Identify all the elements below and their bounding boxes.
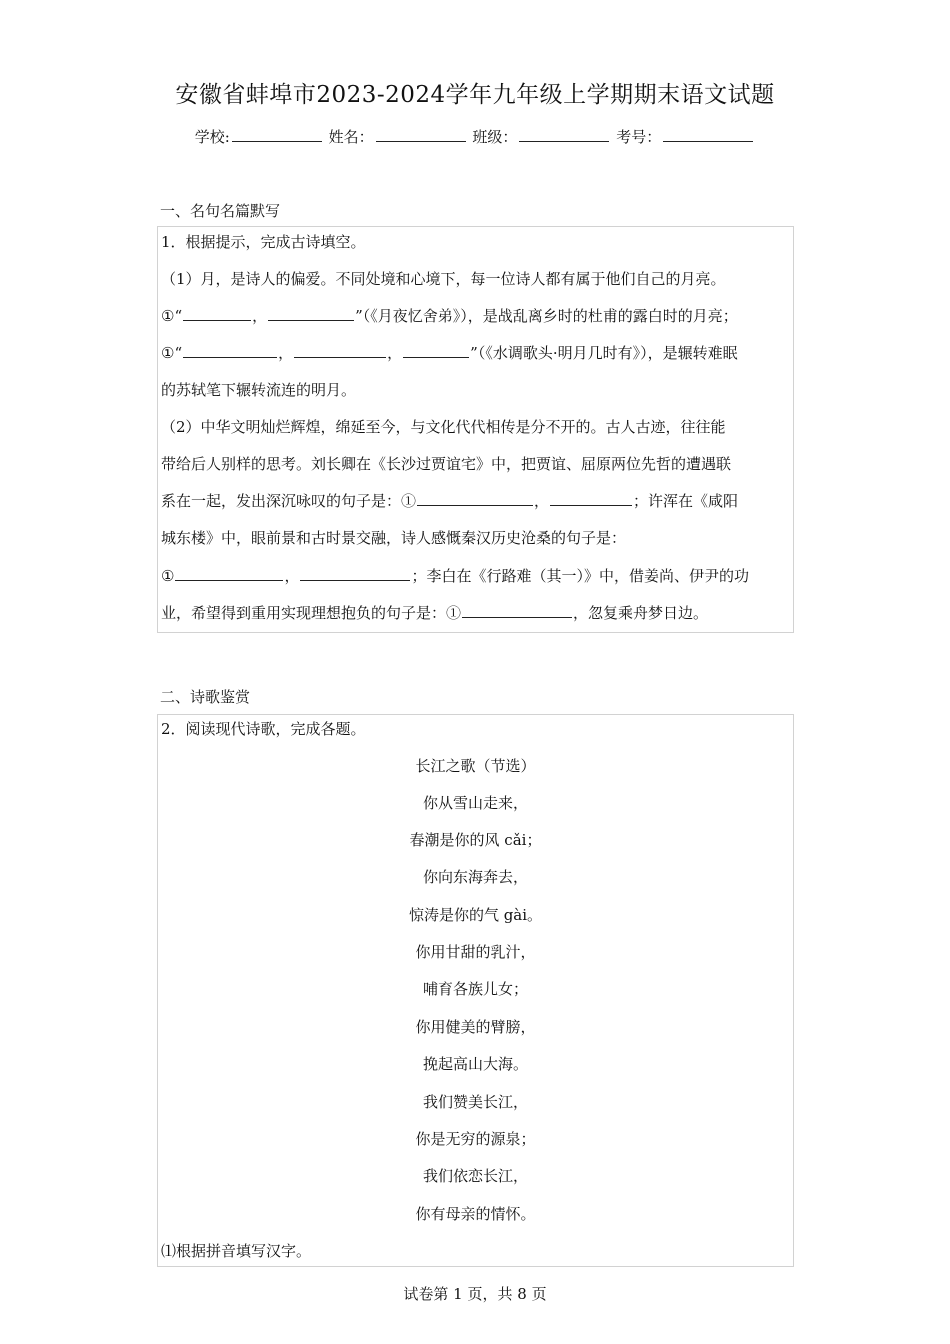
answer-blank[interactable]: [300, 566, 410, 581]
section-heading-2: 二、诗歌鉴赏: [160, 688, 251, 706]
line-text: ；许浑在《咸阳: [633, 492, 739, 510]
line-text: 业，希望得到重用实现理想抱负的句子是：①: [161, 604, 462, 622]
school-label: 学校:: [194, 128, 230, 146]
comma: ，: [252, 307, 268, 325]
answer-blank[interactable]: [268, 306, 354, 321]
exam-no-label: 考号：: [616, 128, 662, 146]
answer-blank[interactable]: [183, 306, 251, 321]
question-1-line-6: 带给后人别样的思考。刘长卿在《长沙过贾谊宅》中，把贾谊、屈原两位先哲的遭遇联: [161, 455, 732, 473]
school-field[interactable]: [232, 127, 322, 142]
quote-mark: “: [174, 344, 183, 362]
answer-blank[interactable]: [417, 491, 533, 506]
comma: ，: [534, 492, 550, 510]
circle-number: ①: [161, 307, 175, 325]
poem-line: 你向东海奔去，: [422, 868, 528, 886]
poem-line: 你是无穷的源泉；: [415, 1130, 536, 1148]
line-text: ”（《月夜忆舍弟》），是战乱离乡时的杜甫的露白时的月亮；: [355, 307, 738, 325]
question-1-line-10: [161, 602, 790, 623]
answer-blank[interactable]: [175, 566, 283, 581]
page-title: 安徽省蚌埠市2023-2024学年九年级上学期期末语文试题: [175, 82, 775, 108]
question-2-prompt: 2．阅读现代诗歌，完成各题。: [161, 720, 366, 738]
question-1-line-8: 城东楼》中，眼前景和古时景交融，诗人感慨秦汉历史沧桑的句子是：: [161, 529, 627, 547]
question-1-part-1-text: （1）月，是诗人的偏爱。不同处境和心境下，每一位诗人都有属于他们自己的月亮。: [161, 270, 726, 288]
question-1-part-2-text: （2）中华文明灿烂辉煌，绵延至今，与文化代代相传是分不开的。古人古迹，往往能: [161, 418, 726, 436]
line-text: 系在一起，发出深沉咏叹的句子是：①: [161, 492, 417, 510]
question-1-prompt: 1．根据提示，完成古诗填空。: [161, 233, 366, 251]
question-1-line-3: [161, 342, 790, 363]
question-box-1: [157, 226, 794, 633]
comma: ，: [387, 344, 403, 362]
page-footer: 试卷第 1 页，共 8 页: [403, 1285, 547, 1303]
student-info-line: [0, 126, 950, 147]
poem-line: 哺育各族儿女；: [422, 980, 528, 998]
question-box-2: [157, 714, 794, 1267]
line-text: ；李白在《行路难（其一）》中，借姜尚、伊尹的功: [411, 567, 749, 585]
poem-line: 我们依恋长江，: [422, 1167, 528, 1185]
poem-line: 春潮是你的风 cǎi；: [409, 831, 542, 849]
comma: ，: [278, 344, 294, 362]
answer-blank[interactable]: [294, 343, 386, 358]
circle-number: ①: [161, 344, 175, 362]
poem-line: 你从雪山走来，: [422, 794, 528, 812]
answer-blank[interactable]: [183, 343, 277, 358]
poem-line: 你用甘甜的乳汁，: [415, 943, 536, 961]
answer-blank[interactable]: [403, 343, 469, 358]
answer-blank[interactable]: [462, 603, 572, 618]
question-2-sub-1: ⑴根据拼音填写汉字。: [161, 1242, 312, 1260]
poem-line: 我们赞美长江，: [422, 1093, 528, 1111]
question-1-line-9: [161, 565, 790, 586]
name-field[interactable]: [376, 127, 466, 142]
line-text: ，忽复乘舟梦日边。: [573, 604, 709, 622]
poem-line: 惊涛是你的气 gài。: [408, 906, 543, 924]
comma: ，: [284, 567, 300, 585]
class-field[interactable]: [519, 127, 609, 142]
poem-line: 你用健美的臂膀，: [415, 1018, 536, 1036]
question-1-line-4: 的苏轼笔下辗转流连的明月。: [161, 381, 357, 399]
name-label: 姓名：: [328, 128, 374, 146]
quote-mark: “: [174, 307, 183, 325]
section-heading-1: 一、名句名篇默写: [160, 202, 281, 220]
line-text: ”（《水调歌头·明月几时有》），是辗转难眠: [470, 344, 738, 362]
answer-blank[interactable]: [550, 491, 632, 506]
poem-line: 挽起高山大海。: [422, 1055, 528, 1073]
poem-line: 你有母亲的情怀。: [415, 1205, 536, 1223]
question-1-line-2: [161, 305, 790, 326]
class-label: 班级：: [472, 128, 518, 146]
circle-number: ①: [161, 567, 175, 585]
poem-title: 长江之歌（节选）: [415, 757, 536, 775]
question-1-line-7: [161, 490, 790, 511]
exam-no-field[interactable]: [663, 127, 753, 142]
